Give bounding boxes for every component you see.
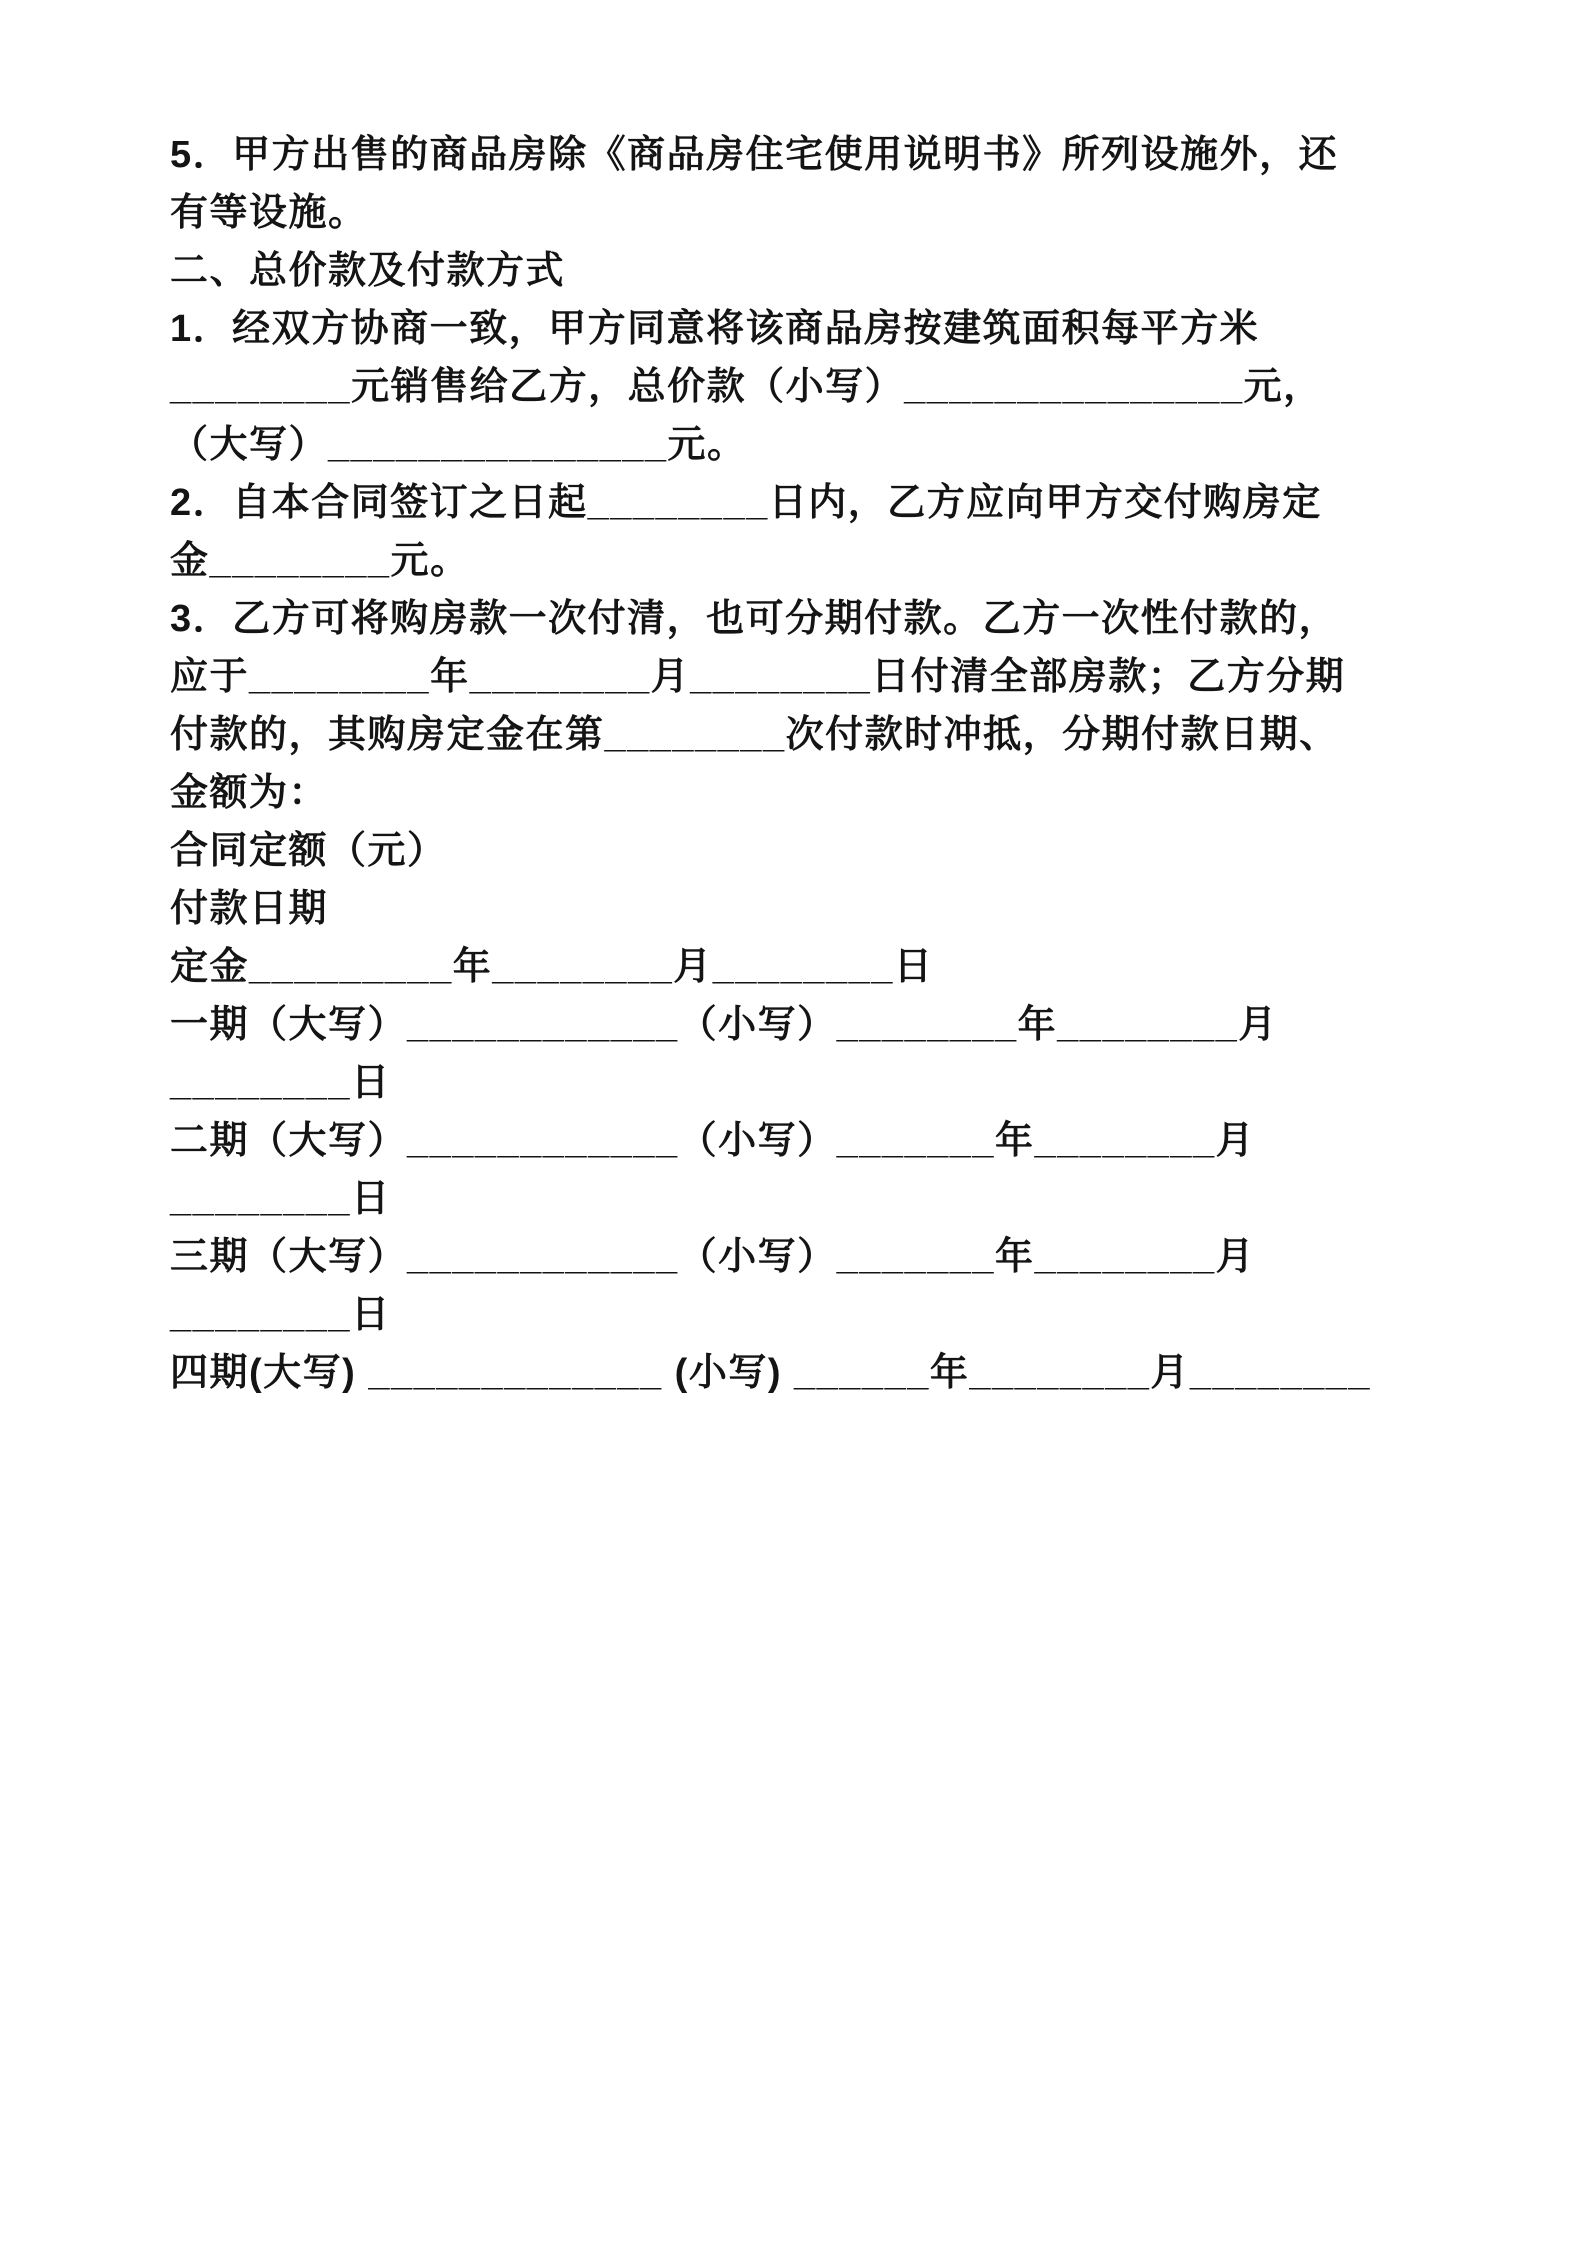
document-line: ________日 <box>170 1294 391 1336</box>
document-line: 二期（大写）____________（小写）_______年________月 <box>170 1120 1256 1162</box>
document-line: 付款日期 <box>170 888 329 930</box>
document-line: ________日 <box>170 1062 391 1104</box>
document-line: 一期（大写）____________（小写）________年________月 <box>170 1004 1278 1046</box>
document-line: 应于________年________月________日付清全部房款；乙方分期 <box>170 656 1346 698</box>
document-line: 合同定额（元） <box>170 830 447 872</box>
document-line: 三期（大写）____________（小写）_______年________月 <box>170 1236 1256 1278</box>
document-line: 二、总价款及付款方式 <box>170 250 566 292</box>
document-line: 金额为： <box>170 772 329 814</box>
document-line: 2．自本合同签订之日起________日内，乙方应向甲方交付购房定 <box>170 482 1322 524</box>
document-line: ________元销售给乙方，总价款（小写）_______________元， <box>170 366 1323 408</box>
document-line: 付款的，其购房定金在第________次付款时冲抵，分期付款日期、 <box>170 714 1339 756</box>
document-line: 金________元。 <box>170 540 470 582</box>
document-line: （大写）_______________元。 <box>170 424 747 466</box>
document-line: 有等设施。 <box>170 192 368 234</box>
document-line: 3．乙方可将购房款一次付清，也可分期付款。乙方一次性付款的， <box>170 598 1339 640</box>
contract-text <box>170 126 1432 1402</box>
document-line: 1．经双方协商一致，甲方同意将该商品房按建筑面积每平方米 <box>170 308 1260 350</box>
document-line: 四期(大写) _____________ (小写) ______年________月________ <box>170 1352 1371 1394</box>
document-line: ________日 <box>170 1178 391 1220</box>
document-line: 5．甲方出售的商品房除《商品房住宅使用说明书》所列设施外，还 <box>170 134 1339 176</box>
document-line: 定金_________年________月________日 <box>170 946 934 988</box>
